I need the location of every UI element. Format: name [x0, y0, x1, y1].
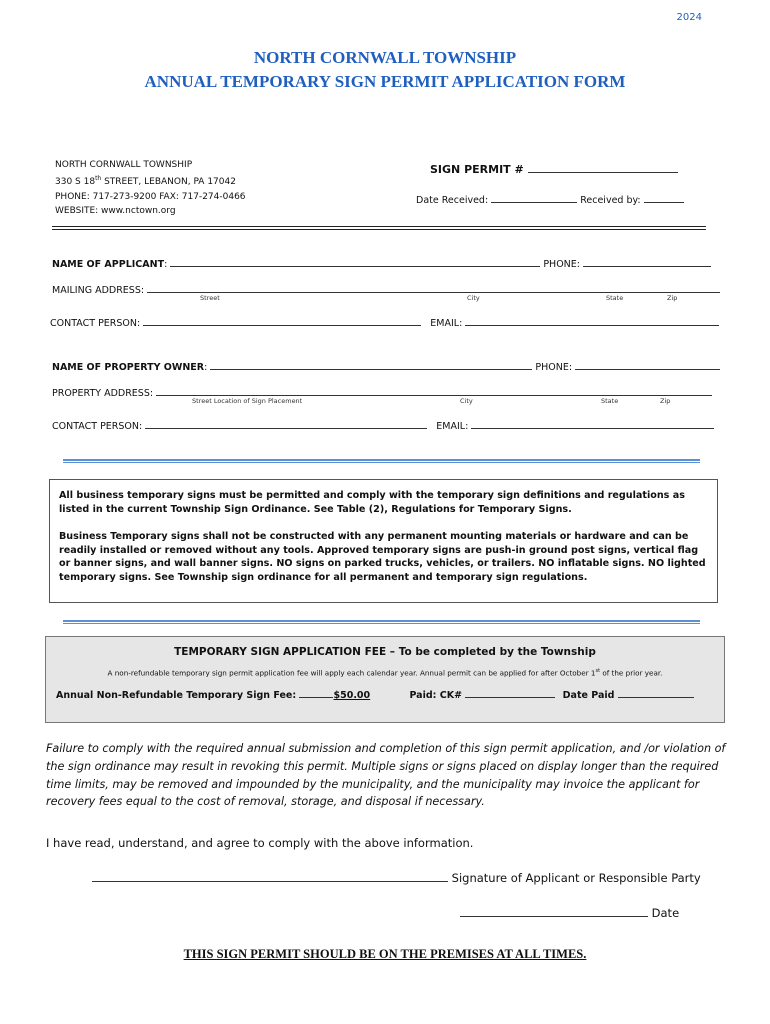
- applicant-mailing-label: MAILING ADDRESS:: [52, 285, 145, 296]
- date-received-row: [416, 192, 684, 206]
- owner-phone-label: PHONE:: [535, 362, 573, 373]
- owner-state-caption: State: [601, 397, 619, 405]
- owner-address-field[interactable]: [156, 385, 712, 396]
- signature-field[interactable]: [92, 871, 448, 882]
- regulation-notice-box: [49, 479, 718, 603]
- applicant-phone-field[interactable]: [583, 256, 711, 267]
- applicant-mailing-field[interactable]: [147, 282, 720, 293]
- owner-city-caption: City: [460, 397, 473, 405]
- date-paid-label: Date Paid: [562, 690, 615, 701]
- regulation-notice-para2: Business Temporary signs shall not be constructed with any permanent mounting materials or hardware and can be readily installed or removed without any tools. Approved temporary signs are push-in ground post signs, vertical flag or banner signs, and wall banner signs. NO signs on parked trucks, vehicles, or trailers. NO inflatable signs. NO lighted temporary signs. See Township sign ordinance for all permanent and temporary sign regulations.: [59, 531, 706, 583]
- township-phone-fax: PHONE: 717-273-9200 FAX: 717-274-0466: [55, 191, 246, 202]
- applicant-contact-row: [50, 315, 719, 329]
- fee-note: A non-refundable temporary sign permit application fee will apply each calendar year. Annual permit can be applied for after October 1st of the prior year.: [107, 668, 663, 678]
- owner-email-field[interactable]: [471, 418, 714, 429]
- fee-amount: $50.00: [333, 690, 371, 701]
- owner-email-label: EMAIL:: [436, 421, 469, 432]
- compliance-warning: Failure to comply with the required annual submission and completion of this sign permit application, and /or violation of the sign ordinance may result in revoking this permit. Multiple signs or signs placed on display longer than the required time limits, may be removed and impounded by the municipality, and the municipality may invoice the applicant for recovery fees equal to the cost of removal, storage, and disposal if necessary.: [46, 742, 726, 809]
- applicant-street-caption: Street: [200, 294, 220, 302]
- applicant-name-label: NAME OF APPLICANT: [52, 259, 165, 270]
- applicant-city-caption: City: [467, 294, 480, 302]
- township-website: WEBSITE: www.nctown.org: [55, 205, 176, 216]
- date-row: [460, 906, 679, 920]
- applicant-contact-label: CONTACT PERSON:: [50, 318, 141, 329]
- owner-phone-field[interactable]: [575, 359, 720, 370]
- applicant-email-label: EMAIL:: [430, 318, 463, 329]
- signature-label: Signature of Applicant or Responsible Party: [451, 871, 701, 885]
- premises-notice: THIS SIGN PERMIT SHOULD BE ON THE PREMISES AT ALL TIMES.: [183, 947, 587, 961]
- applicant-email-field[interactable]: [465, 315, 719, 326]
- paid-ck-field[interactable]: [465, 687, 555, 698]
- form-year: 2024: [676, 12, 702, 23]
- applicant-phone-label: PHONE:: [543, 259, 580, 270]
- signature-row: [92, 871, 701, 885]
- applicant-name-field[interactable]: [170, 256, 540, 267]
- owner-street-caption: Street Location of Sign Placement: [192, 397, 303, 405]
- owner-name-field[interactable]: [210, 359, 532, 370]
- received-by-field[interactable]: [644, 192, 684, 203]
- date-received-label: Date Received:: [416, 195, 489, 206]
- sign-permit-row: [430, 162, 678, 176]
- township-street: 330 S 18th STREET, LEBANON, PA 17042: [55, 175, 236, 188]
- blue-divider-1: [63, 459, 700, 463]
- applicant-name-row: NAME OF APPLICANT: PHONE:: [52, 256, 711, 270]
- header-divider: [52, 226, 706, 230]
- date-paid-field[interactable]: [618, 687, 694, 698]
- fee-heading: TEMPORARY SIGN APPLICATION FEE – To be completed by the Township: [174, 646, 596, 658]
- form-title: ANNUAL TEMPORARY SIGN PERMIT APPLICATION FORM: [144, 72, 626, 91]
- regulation-notice-para1: All business temporary signs must be permitted and comply with the temporary sign definitions and regulations as listed in the current Township Sign Ordinance. See Table (2), Regulations for Temporary Signs.: [59, 490, 685, 515]
- fee-row: [56, 687, 694, 701]
- township-name: NORTH CORNWALL TOWNSHIP: [55, 160, 193, 170]
- owner-contact-label: CONTACT PERSON:: [52, 421, 143, 432]
- agreement-statement: I have read, understand, and agree to comply with the above information.: [46, 836, 474, 850]
- form-title-township: NORTH CORNWALL TOWNSHIP: [253, 48, 517, 67]
- owner-zip-caption: Zip: [660, 397, 671, 405]
- owner-address-label: PROPERTY ADDRESS:: [52, 388, 154, 399]
- applicant-state-caption: State: [606, 294, 624, 302]
- date-field[interactable]: [460, 906, 648, 917]
- applicant-contact-field[interactable]: [143, 315, 421, 326]
- sign-permit-number-field[interactable]: [528, 162, 678, 173]
- owner-name-label: NAME OF PROPERTY OWNER: [52, 362, 205, 373]
- owner-contact-field[interactable]: [145, 418, 427, 429]
- received-by-label: Received by:: [580, 195, 641, 206]
- date-label: Date: [651, 906, 680, 920]
- owner-name-row: NAME OF PROPERTY OWNER: PHONE:: [52, 359, 720, 373]
- fee-box: [45, 636, 725, 723]
- applicant-zip-caption: Zip: [667, 294, 678, 302]
- fee-label: Annual Non-Refundable Temporary Sign Fee:: [56, 690, 297, 701]
- township-address-block: [55, 158, 246, 218]
- paid-ck-label: Paid: CK#: [409, 690, 463, 701]
- blue-divider-2: [63, 620, 700, 624]
- date-received-field[interactable]: [491, 192, 577, 203]
- owner-contact-row: [52, 418, 714, 432]
- sign-permit-label: SIGN PERMIT #: [430, 163, 524, 176]
